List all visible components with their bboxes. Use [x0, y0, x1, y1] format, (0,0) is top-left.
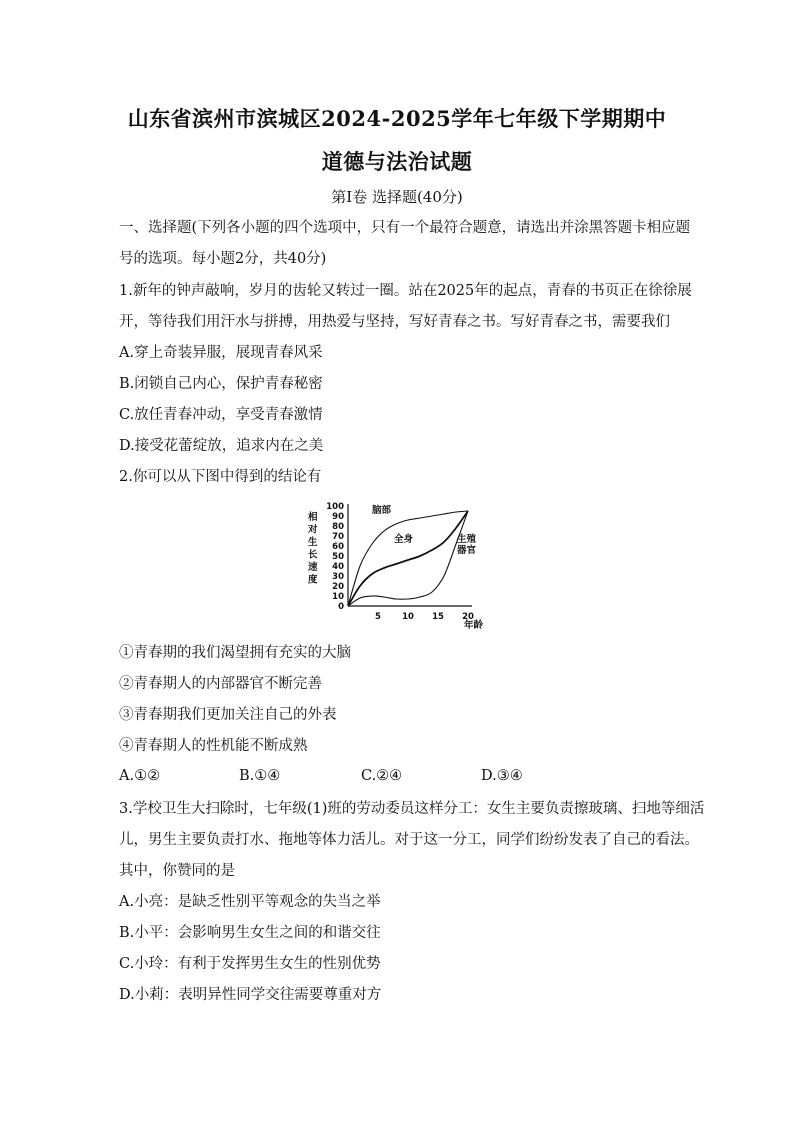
- q2-option-d: D.③④: [481, 768, 523, 784]
- q3-stem-line-1: 3.学校卫生大扫除时，七年级(1)班的劳动委员这样分工：女生主要负责擦玻璃、扫地等细活: [119, 801, 705, 817]
- x-tick-label: 20: [462, 612, 474, 622]
- x-tick-label: 15: [432, 612, 444, 622]
- q2-option-b: B.①④: [239, 768, 281, 784]
- growth-chart: [300, 496, 500, 632]
- y-axis-label: [307, 511, 318, 586]
- q1-option-a: A.穿上奇装异服，展现青春风采: [119, 345, 323, 361]
- series-label-reproductive-2: 器官: [457, 545, 477, 556]
- series-line-body: [348, 511, 468, 606]
- q2-statement-2: ②青春期人的内部器官不断完善: [119, 676, 322, 692]
- y-tick-label: 50: [332, 552, 344, 562]
- y-tick-label: 30: [332, 572, 344, 582]
- y-tick-label: 10: [332, 592, 344, 602]
- y-tick-label: 80: [332, 522, 344, 532]
- y-tick-label: 0: [338, 602, 344, 612]
- q2-options: [119, 768, 599, 788]
- y-tick-labels: [326, 502, 344, 612]
- exam-title: 山东省滨州市滨城区2024-2025学年七年级下学期期中: [127, 106, 667, 131]
- q2-statement-4: ④青春期人的性机能不断成熟: [119, 738, 308, 754]
- series-label-reproductive-1: 生殖: [457, 534, 477, 545]
- q3-option-c: C.小玲：有利于发挥男生女生的性别优势: [119, 956, 381, 972]
- q3-option-d: D.小莉：表明异性同学交往需要尊重对方: [119, 987, 382, 1003]
- series-lines: [348, 511, 468, 606]
- y-axis-label-char: 生: [308, 537, 318, 548]
- q2-option-a: A.①②: [119, 768, 161, 784]
- q2-statement-1: ①青春期的我们渴望拥有充实的大脑: [119, 645, 351, 661]
- q3-option-a: A.小亮：是缺乏性别平等观念的失当之举: [119, 894, 381, 910]
- y-tick-label: 90: [332, 512, 344, 522]
- q1-stem-line-1: 1.新年的钟声敲响，岁月的齿轮又转过一圈。站在2025年的起点，青春的书页正在徐徐展: [119, 283, 692, 299]
- q2-stem: 2.你可以从下图中得到的结论有: [119, 469, 322, 485]
- q3-option-b: B.小平：会影响男生女生之间的和谐交往: [119, 925, 381, 941]
- y-tick-label: 70: [332, 532, 344, 542]
- q2-statement-3: ③青春期我们更加关注自己的外表: [119, 707, 337, 723]
- series-line-brain: [348, 511, 468, 606]
- y-tick-label: 100: [326, 502, 344, 512]
- instructions-line-1: 一、选择题(下列各小题的四个选项中，只有一个最符合题意，请选出并涂黑答题卡相应题: [119, 220, 691, 236]
- x-tick-label: 5: [375, 612, 381, 622]
- y-axis-label-char: 长: [308, 549, 318, 561]
- q1-option-d: D.接受花蕾绽放，追求内在之美: [119, 438, 324, 454]
- series-line-reproductive: [348, 511, 468, 606]
- y-tick-label: 60: [332, 542, 344, 552]
- section-heading: 第Ⅰ卷 选择题(40分): [331, 188, 463, 206]
- q3-stem-line-2: 儿，男生主要负责打水、拖地等体力活儿。对于这一分工，同学们纷纷发表了自己的看法。: [119, 832, 699, 848]
- q3-stem-line-3: 其中，你赞同的是: [119, 863, 235, 879]
- x-axis-label: 年龄: [464, 620, 484, 631]
- q2-option-c: C.②④: [361, 768, 403, 784]
- y-tick-label: 20: [332, 582, 344, 592]
- q1-option-b: B.闭锁自己内心，保护青春秘密: [119, 376, 323, 392]
- q1-option-c: C.放任青春冲动，享受青春激情: [119, 407, 323, 423]
- y-axis-label-char: 相: [308, 512, 318, 523]
- series-label-body: 全身: [394, 534, 414, 545]
- y-axis-label-char: 对: [308, 524, 318, 536]
- y-tick-label: 40: [332, 562, 344, 572]
- series-label-brain: 脑部: [372, 505, 392, 516]
- q1-stem-line-2: 开，等待我们用汗水与拼搏，用热爱与坚持，写好青春之书。写好青春之书，需要我们: [119, 314, 670, 330]
- instructions-line-2: 号的选项。每小题2分，共40分): [119, 251, 327, 267]
- exam-subject: 道德与法治试题: [321, 149, 473, 174]
- y-axis-label-char: 度: [308, 574, 318, 586]
- x-tick-label: 10: [402, 612, 414, 622]
- x-tick-labels: [375, 612, 474, 622]
- y-axis-label-char: 速: [308, 562, 318, 573]
